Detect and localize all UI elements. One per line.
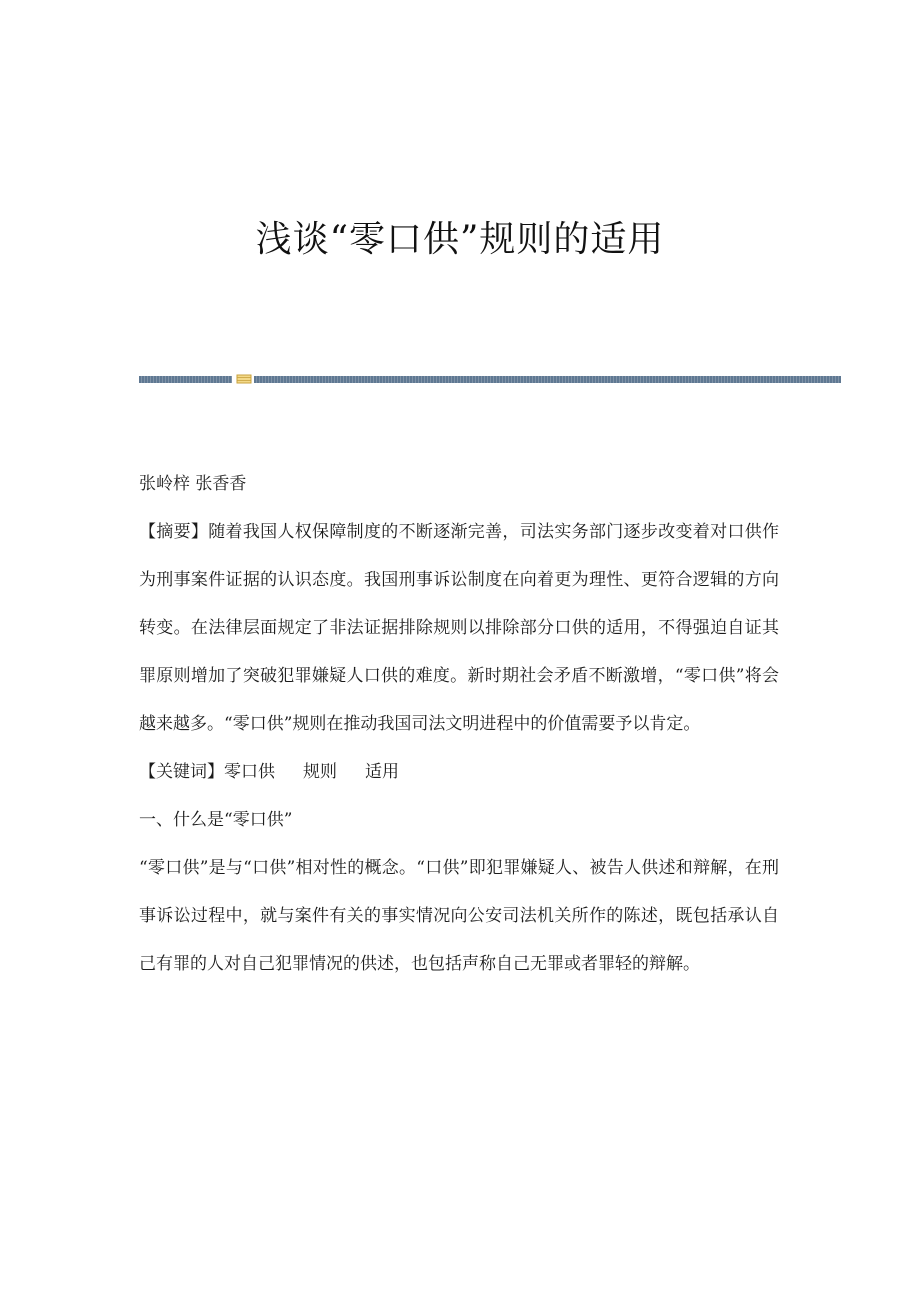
document-body bbox=[139, 460, 779, 988]
keywords-line bbox=[139, 748, 779, 796]
divider-bar-left bbox=[139, 376, 232, 383]
section-heading: 一、什么是“零口供” bbox=[139, 810, 293, 830]
divider-bar-right bbox=[254, 376, 841, 383]
section-paragraph: “零口供”是与“口供”相对性的概念。“口供”即犯罪嫌疑人、被告人供述和辩解，在刑事诉讼过程中，就与案件有关的事实情况向公安司法机关所作的陈述，既包括承认自己有罪的人对自己犯罪情况的供述，也包括声称自己无罪或者罪轻的辩解。 bbox=[139, 858, 779, 974]
authors: 张岭梓 张香香 bbox=[139, 474, 247, 494]
title-divider bbox=[139, 374, 841, 384]
abstract-paragraph: 【摘要】随着我国人权保障制度的不断逐渐完善，司法实务部门逐步改变着对口供作为刑事案件证据的认识态度。我国刑事诉讼制度在向着更为理性、更符合逻辑的方向转变。在法律层面规定了非法证据排除规则以排除部分口供的适用，不得强迫自证其罪原则增加了突破犯罪嫌疑人口供的难度。新时期社会矛盾不断激增，“零口供”将会越来越多。“零口供”规则在推动我国司法文明进程中的价值需要予以肯定。 bbox=[139, 522, 779, 734]
keyword-item: 规则 bbox=[303, 762, 337, 782]
keyword-item: 零口供 bbox=[224, 762, 275, 782]
keyword-item: 适用 bbox=[365, 762, 399, 782]
page-title: 浅谈“零口供”规则的适用 bbox=[255, 219, 665, 260]
keywords-label: 【关键词】 bbox=[139, 762, 224, 782]
ornament-icon bbox=[236, 374, 252, 384]
